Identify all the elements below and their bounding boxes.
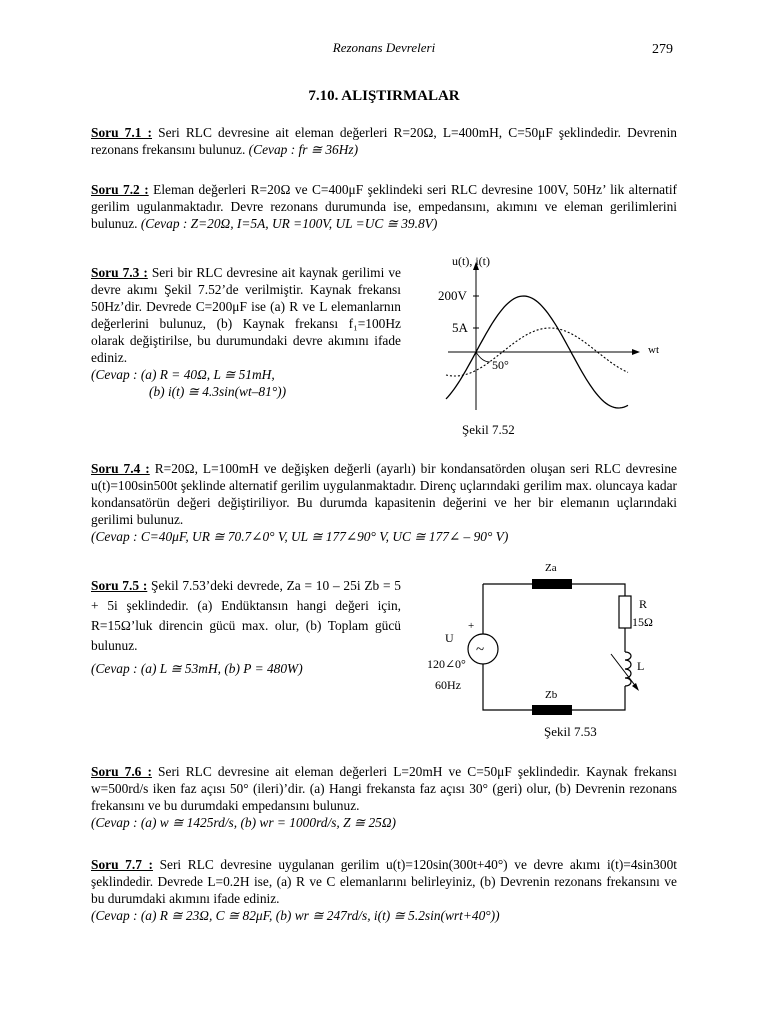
r-label: R [639,597,648,611]
answer: (Cevap : C=40μF, UR ≅ 70.7∠0° V, UL ≅ 177∠90° V, UC ≅ 177∠ – 90° V) [91,529,509,544]
question-text: R=20Ω, L=100mH ve değişken değerli (ayarlı) bir kondansatörden oluşan seri RLC devresine u(t)=100sin500t şeklinde alternatif gerilim uygulanmaktadır. Direnç uçlarındaki gerilim max. oluncaya kadar kondansatörün değeri değiştiriliyor. Bu durumda kapasitenin değerini ve her bir elemanın uçlarındaki gerilimi bulunuz. [91,461,677,527]
answer: (Cevap : fr ≅ 36Hz) [248,142,359,157]
answer-b: (b) i(t) ≅ 4.3sin(wt–81°)) [149,384,287,399]
question-text: Seri RLC devresine ait eleman değerleri L=20mH ve C=50μF şeklindedir. Kaynak frekansı w=500rd/s iken faz açısı 50° (ileri)’dir. (a) Hangi frekansta faz açısı 30° (geri) olur, (b) Devrenin rezonans frekansını ve bu durumdaki empedansını bulunuz. [91,764,677,813]
answer: (Cevap : (a) L ≅ 53mH, (b) P = 480W) [91,661,303,676]
u-value: 120∠0° [427,657,466,671]
inductor-l [625,652,631,686]
l-label: L [637,659,645,673]
question-text: Seri RLC devresine uygulanan gerilim u(t)=120sin(300t+40°) ve devre akımı i(t)=4sin300t şeklindedir. Devrede L=0.2H ise, (a) R ve C elemanlarını belirleyiniz, (b) Devrenin rezonans frekansını ve bu durumdaki akımını ifade ediniz. [91,857,677,906]
u-label: U [445,631,454,645]
question-text: Seri RLC devresine ait eleman değerleri R=20Ω, L=400mH, C=50μF şeklindedir. Devrenin rezonans frekansını bulunuz. [91,125,677,157]
question-label: Soru 7.3 : [91,265,148,280]
question-label: Soru 7.7 : [91,857,153,872]
variable-arrowhead [632,683,639,691]
question-text: Seri bir RLC devresine ait kaynak gerilimi ve devre akımı Şekil 7.52’de verilmiştir. Kaynak frekansı 50Hz’dir. Devrede C=200μF ise (a) R ve L elemanlarnın değerlerini bulunuz, (b) Kaynak frekansı f₁=100Hz olarak değiştirilse, bu durumundaki devre akımını ifade ediniz. [91,265,401,365]
question-7-4 [91,460,677,545]
wire-bottom [483,664,625,710]
figure-caption: Şekil 7.52 [462,422,515,437]
current-amplitude-label: 5A [452,320,468,335]
source-tilde: ~ [476,642,485,658]
page-number: 279 [652,42,673,57]
figure-7-53 [415,556,675,746]
answer: (Cevap : (a) R ≅ 23Ω, C ≅ 82μF, (b) wr ≅ 247rd/s, i(t) ≅ 5.2sin(wrt+40°)) [91,908,500,923]
x-axis-label: wt [648,344,659,356]
question-7-7 [91,856,677,924]
question-label: Soru 7.1 : [91,125,153,140]
y-axis-label: u(t), i(t) [452,254,490,268]
variable-arrow [611,654,637,688]
plus-sign: + [468,620,475,632]
r-value: 15Ω [632,615,653,629]
phase-angle-label: 50° [492,358,509,372]
question-7-1 [91,124,677,158]
question-7-6 [91,763,677,831]
running-header: Rezonans Devreleri [332,40,436,55]
frequency-label: 60Hz [435,678,461,692]
question-label: Soru 7.2 : [91,182,149,197]
question-label: Soru 7.4 : [91,461,150,476]
zb-label: Zb [545,689,558,701]
impedance-zb [532,705,572,715]
resistor-r [619,596,631,628]
question-7-3 [91,264,401,400]
angle-arc [476,352,490,362]
question-label: Soru 7.6 : [91,764,152,779]
question-text: Şekil 7.53’deki devrede, Za = 10 – 25i Zb = 5 + 5i şeklindedir. (a) Endüktansın hangi değeri için, R=15Ω’luk direncin gücü max. olur, (b) Toplam gücü bulunuz. [91,578,401,653]
question-text: Eleman değerleri R=20Ω ve C=400μF şeklindeki seri RLC devresine 100V, 50Hz’ lik alternatif gerilim ugulanmaktadır. Devre rezonans durumunda ise, empedansını, akımını ve eleman gerilimlerini bulunuz. [91,182,677,231]
question-7-2 [91,181,677,232]
figure-7-52 [418,250,678,440]
za-label: Za [545,562,557,574]
answer: (Cevap : Z=20Ω, I=5A, UR =100V, UL =UC ≅ 39.8V) [140,216,438,231]
question-label: Soru 7.5 : [91,578,148,593]
section-title: 7.10. ALIŞTIRMALAR [308,88,460,104]
figure-caption: Şekil 7.53 [544,724,597,739]
answer-a: (Cevap : (a) R = 40Ω, L ≅ 51mH, [91,367,275,382]
impedance-za [532,579,572,589]
x-axis-arrow [632,349,640,355]
question-7-5 [91,576,401,677]
answer: (Cevap : (a) w ≅ 1425rd/s, (b) wr = 1000rd/s, Z ≅ 25Ω) [91,815,396,830]
voltage-amplitude-label: 200V [438,288,467,303]
